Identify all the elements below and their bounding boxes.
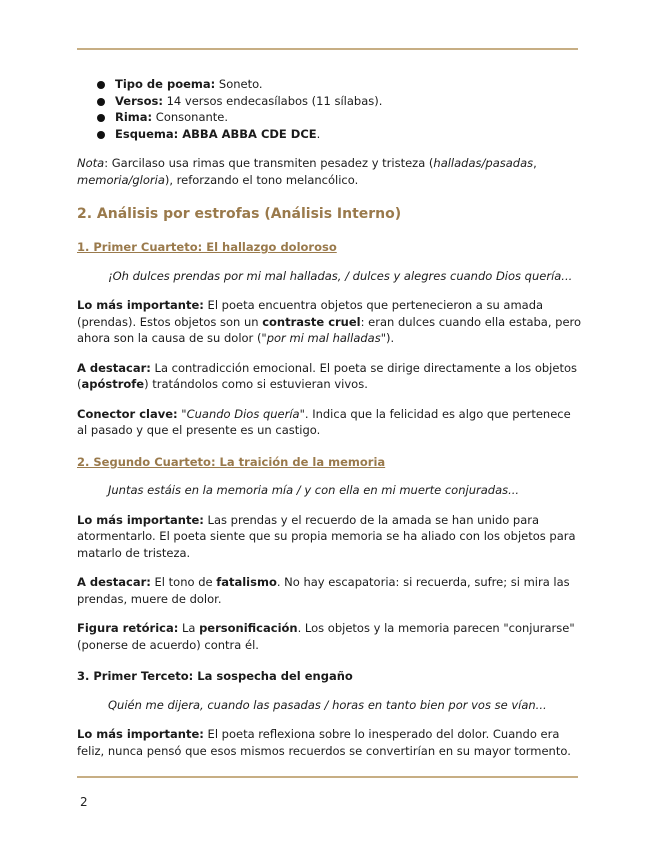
analysis-importante: Lo más importante: El poeta encuentra objetos que pertenecieron a su amada (prendas). Estos objetos son un contraste cruel: eran dulces cuando ella estaba, pero ahora son la causa de su dolor ("por mi mal halladas"). bbox=[77, 298, 582, 345]
bullet-icon bbox=[97, 114, 105, 122]
item-value: 14 versos endecasílabos (11 sílabas). bbox=[162, 93, 383, 108]
item-value-bold: ABBA ABBA CDE DCE bbox=[178, 126, 317, 141]
bullet-icon bbox=[97, 131, 105, 139]
list-item bbox=[77, 76, 582, 93]
verse-quote: Juntas estáis en la memoria mía / y con ella en mi muerte conjuradas... bbox=[108, 483, 520, 497]
stanza-heading-cuarteto-2: 2. Segundo Cuarteto: La traición de la memoria bbox=[77, 454, 386, 469]
header-rule bbox=[77, 48, 578, 50]
list-item bbox=[77, 126, 582, 143]
page-content bbox=[77, 76, 582, 759]
analysis-figura: Figura retórica: La personificación. Los objetos y la memoria parecen "conjurarse" (ponerse de acuerdo) contra él. bbox=[77, 621, 575, 652]
footer-rule bbox=[77, 776, 578, 778]
verse-quote: ¡Oh dulces prendas por mi mal halladas, / dulces y alegres cuando Dios quería... bbox=[108, 268, 573, 283]
analysis-destacar: A destacar: La contradicción emocional. El poeta se dirige directamente a los objetos (apóstrofe) tratándolos como si estuvieran vivos. bbox=[77, 360, 577, 391]
bullet-icon bbox=[97, 81, 105, 89]
item-value: Consonante. bbox=[152, 110, 229, 124]
item-label: Esquema: bbox=[115, 126, 179, 141]
item-value: Soneto. bbox=[215, 77, 263, 91]
list-item bbox=[77, 109, 582, 126]
list-item bbox=[77, 93, 582, 110]
analysis-importante: Lo más importante: Las prendas y el recuerdo de la amada se han unido para atormentarlo. El poeta siente que su propia memoria se ha aliado con los objetos para matarlo de tristeza. bbox=[77, 512, 576, 560]
section-heading: 2. Análisis por estrofas (Análisis Interno) bbox=[77, 206, 402, 222]
item-label: Versos: bbox=[115, 93, 163, 108]
bullet-icon bbox=[97, 98, 105, 106]
page-number: 2 bbox=[80, 795, 88, 809]
stanza-heading-cuarteto-1: 1. Primer Cuarteto: El hallazgo doloroso bbox=[77, 240, 337, 254]
poem-summary-list bbox=[77, 76, 582, 142]
stanza-heading-terceto-1: 3. Primer Terceto: La sospecha del engaño bbox=[77, 669, 353, 683]
analysis-importante: Lo más importante: El poeta reflexiona sobre lo inesperado del dolor. Cuando era feliz, nunca pensó que esos mismos recuerdos se convertirían en su mayor tormento. bbox=[77, 727, 571, 758]
item-label: Tipo de poema: bbox=[115, 77, 216, 91]
analysis-conector: Conector clave: "Cuando Dios quería". Indica que la felicidad es algo que pertenece al pasado y que el presente es un castigo. bbox=[77, 406, 571, 437]
item-label: Rima: bbox=[115, 110, 153, 124]
item-value: . bbox=[316, 126, 321, 141]
verse-quote: Quién me dijera, cuando las pasadas / horas en tanto bien por vos se vían... bbox=[108, 697, 547, 712]
analysis-destacar: A destacar: El tono de fatalismo. No hay escapatoria: si recuerda, sufre; si mira las prendas, muere de dolor. bbox=[77, 575, 570, 606]
rhyme-note: Nota: Garcilaso usa rimas que transmiten pesadez y tristeza (halladas/pasadas, memoria/gloria), reforzando el tono melancólico. bbox=[77, 156, 537, 187]
